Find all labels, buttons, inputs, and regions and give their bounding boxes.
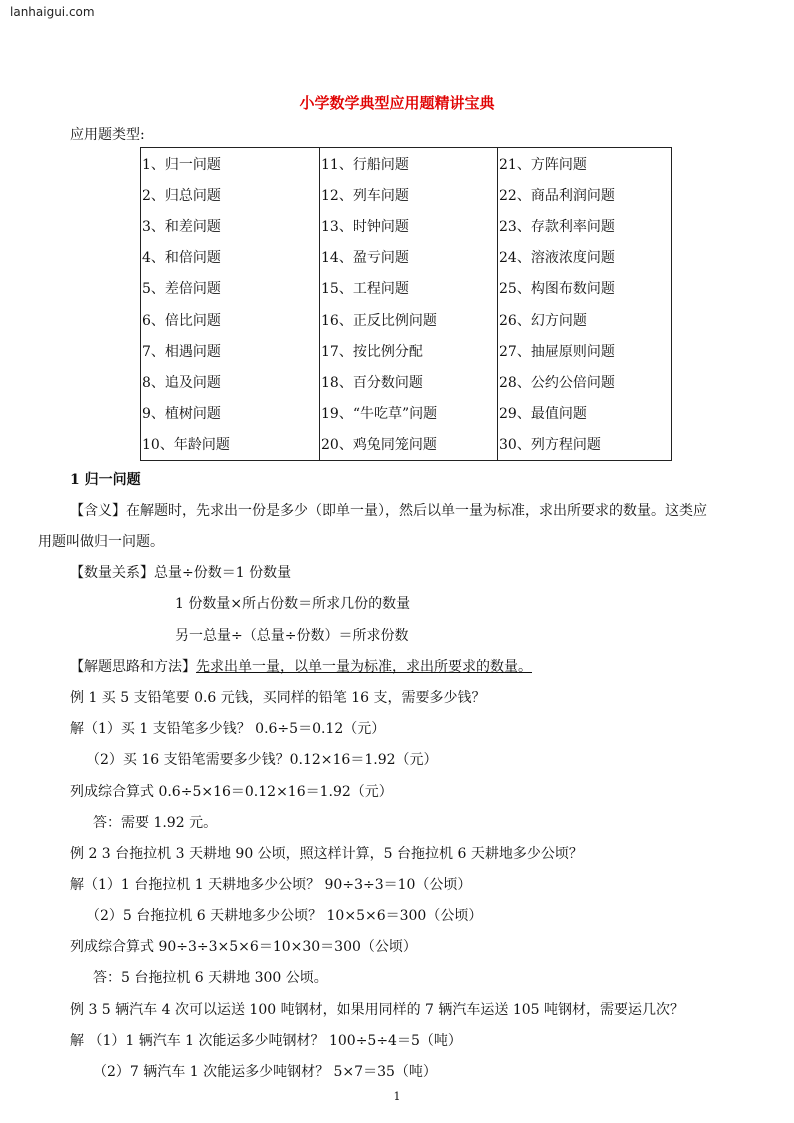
types-row: [141, 242, 672, 273]
types-cell: 16、正反比例问题: [320, 304, 498, 335]
relation-line-3: 另一总量÷（总量÷份数）＝所求份数: [175, 628, 409, 644]
types-row: [141, 366, 672, 397]
relation-line-2: 1 份数量×所占份数＝所求几份的数量: [175, 596, 411, 612]
types-cell: 23、存款利率问题: [498, 210, 672, 241]
types-row: [141, 148, 672, 180]
types-cell: 22、商品利润问题: [498, 179, 672, 210]
types-row: [141, 429, 672, 461]
example-1-step-1: 解（1）买 1 支铅笔多少钱？ 0.6÷5＝0.12（元）: [70, 721, 386, 737]
types-cell: 24、溶液浓度问题: [498, 242, 672, 273]
example-2-answer: 答：5 台拖拉机 6 天耕地 300 公顷。: [93, 970, 328, 986]
types-cell: 25、构图布数问题: [498, 273, 672, 304]
types-cell: 3、和差问题: [142, 218, 221, 235]
types-cell: 14、盈亏问题: [320, 242, 498, 273]
types-cell: 1、归一问题: [142, 156, 221, 173]
types-cell: 10、年龄问题: [142, 437, 230, 454]
example-2-question: 例 2 3 台拖拉机 3 天耕地 90 公顷，照这样计算，5 台拖拉机 6 天耕地多少公顷？: [70, 846, 583, 862]
types-cell: 30、列方程问题: [498, 429, 672, 461]
types-cell: 8、追及问题: [142, 374, 221, 391]
document-title: 小学数学典型应用题精讲宝典: [299, 94, 495, 112]
types-cell: 7、相遇问题: [142, 343, 221, 360]
types-cell: 17、按比例分配: [320, 335, 498, 366]
meaning-line-1: 【含义】在解题时，先求出一份是多少（即单一量），然后以单一量为标准，求出所要求的数量。这类应: [70, 503, 707, 519]
example-1-formula: 列成综合算式 0.6÷5×16＝0.12×16＝1.92（元）: [70, 784, 393, 800]
relation-line-1: 【数量关系】总量÷份数＝1 份数量: [70, 565, 292, 581]
example-2-formula: 列成综合算式 90÷3÷3×5×6＝10×30＝300（公顷）: [70, 939, 417, 955]
example-1-question: 例 1 买 5 支铅笔要 0.6 元钱，买同样的铅笔 16 支，需要多少钱？: [70, 690, 486, 706]
types-row: [141, 210, 672, 241]
types-cell: 27、抽屉原则问题: [498, 335, 672, 366]
example-2-step-1: 解（1）1 台拖拉机 1 天耕地多少公顷？ 90÷3÷3＝10（公顷）: [70, 877, 472, 893]
example-2-step-2: （2）5 台拖拉机 6 天耕地多少公顷？ 10×5×6＝300（公顷）: [86, 908, 483, 924]
example-3-question: 例 3 5 辆汽车 4 次可以运送 100 吨钢材，如果用同样的 7 辆汽车运送 105 吨钢材，需要运几次？: [70, 1002, 685, 1018]
example-3-step-1: 解 （1）1 辆汽车 1 次能运多少吨钢材？ 100÷5÷4＝5（吨）: [70, 1033, 462, 1049]
example-1-step-2: （2）买 16 支铅笔需要多少钱？0.12×16＝1.92（元）: [86, 752, 438, 768]
types-cell: 4、和倍问题: [142, 250, 221, 267]
method-text: 先求出单一量，以单一量为标准，求出所要求的数量。: [196, 659, 532, 675]
types-cell: 15、工程问题: [320, 273, 498, 304]
types-row: [141, 304, 672, 335]
types-cell: 21、方阵问题: [498, 148, 672, 180]
types-cell: 2、归总问题: [142, 187, 221, 204]
types-cell: 26、幻方问题: [498, 304, 672, 335]
types-cell: 29、最值问题: [498, 398, 672, 429]
types-label: 应用题类型:: [70, 127, 145, 143]
types-cell: 9、植树问题: [142, 406, 221, 423]
meaning-line-2: 用题叫做归一问题。: [38, 534, 164, 550]
section-heading: 1 归一问题: [70, 472, 141, 488]
site-watermark: lanhaigui.com: [10, 5, 95, 19]
method-label: 【解题思路和方法】: [70, 659, 196, 675]
types-cell: 19、“牛吃草”问题: [320, 398, 498, 429]
types-row: [141, 179, 672, 210]
types-cell: 28、公约公倍问题: [498, 366, 672, 397]
types-cell: 6、倍比问题: [142, 312, 221, 329]
method-line: [70, 656, 532, 676]
types-row: [141, 398, 672, 429]
page-number: 1: [393, 1090, 401, 1103]
types-cell: 13、时钟问题: [320, 210, 498, 241]
problem-types-table: [140, 147, 672, 461]
types-row: [141, 273, 672, 304]
types-cell: 11、行船问题: [320, 148, 498, 180]
types-cell: 5、差倍问题: [142, 281, 221, 298]
types-cell: 18、百分数问题: [320, 366, 498, 397]
types-cell: 12、列车问题: [320, 179, 498, 210]
example-1-answer: 答：需要 1.92 元。: [93, 815, 218, 831]
example-3-step-2: （2）7 辆汽车 1 次能运多少吨钢材？ 5×7＝35（吨）: [93, 1064, 437, 1080]
types-row: [141, 335, 672, 366]
types-cell: 20、鸡兔同笼问题: [320, 429, 498, 461]
